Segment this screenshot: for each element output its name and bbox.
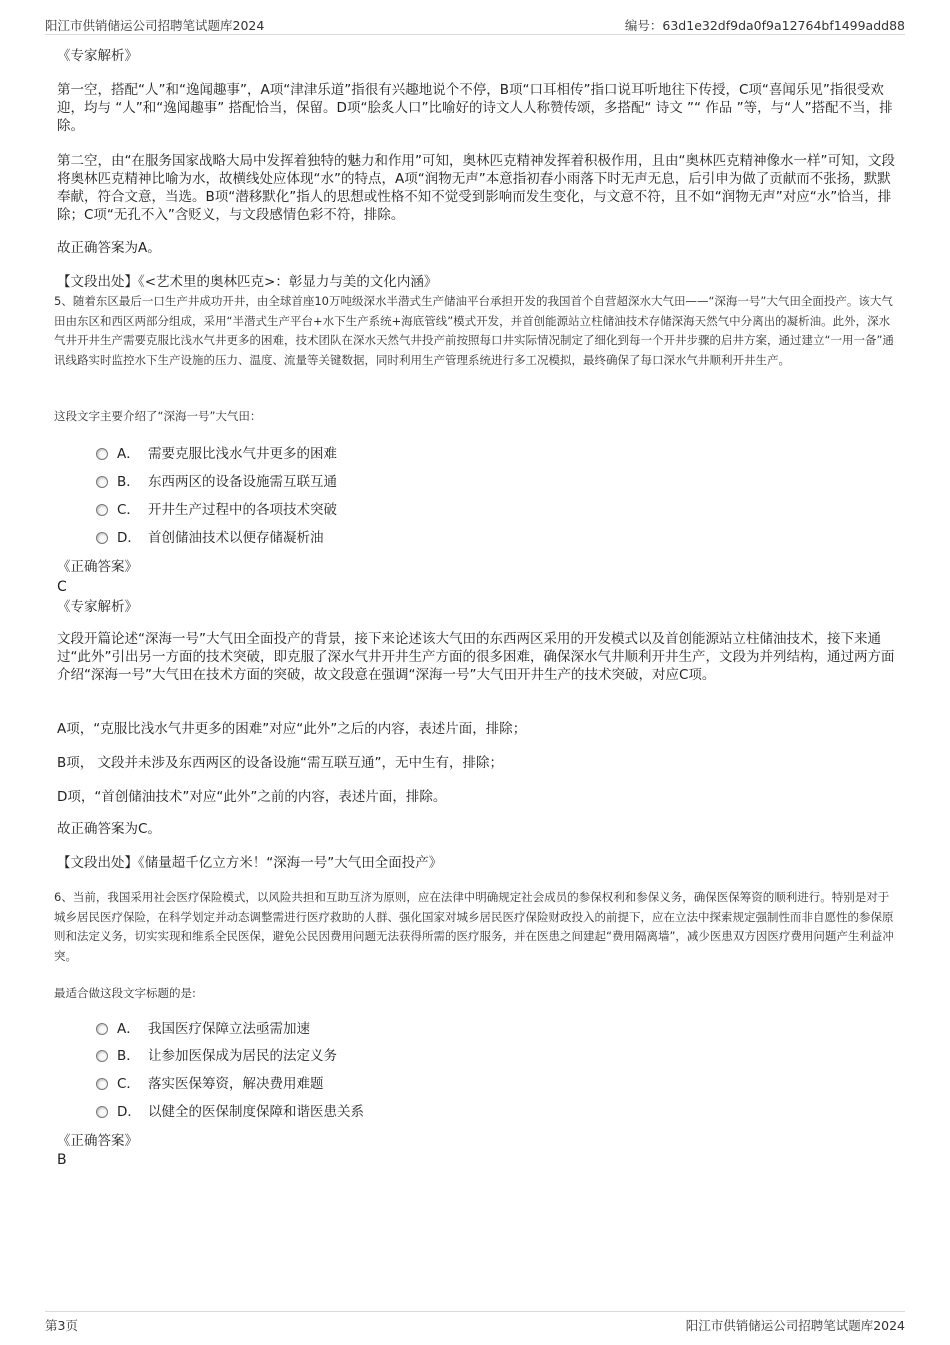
radio-icon[interactable] (96, 1050, 108, 1062)
analysis-conclusion: 故正确答案为C。 (57, 821, 161, 837)
option-d[interactable]: D． 首创储油技术以便存储凝析油 (96, 529, 324, 549)
question-5-stem: 这段文字主要介绍了“深海一号”大气田： (54, 409, 262, 423)
header-title: 阳江市供销储运公司招聘笔试题库2024 (45, 18, 265, 33)
page-header (45, 14, 905, 35)
page-footer (45, 1311, 905, 1334)
radio-icon[interactable] (96, 1078, 108, 1090)
passage-source: 【文段出处】《<艺术里的奥林匹克>：彰显力与美的文化内涵》 (57, 274, 438, 290)
correct-answer: B (57, 1152, 67, 1168)
radio-icon[interactable] (96, 1106, 108, 1118)
option-text: 需要克服比浅水气井更多的困难 (148, 446, 337, 462)
option-text: 开井生产过程中的各项技术突破 (148, 502, 337, 518)
analysis-paragraph: B项， 文段并未涉及东西两区的设备设施“需互联互通”，无中生有，排除； (57, 755, 504, 771)
expert-analysis-label: 《专家解析》 (57, 48, 138, 64)
option-b[interactable]: B． 让参加医保成为居民的法定义务 (96, 1047, 337, 1067)
analysis-paragraph: 第一空，搭配“人”和“逸闻趣事”，A项“津津乐道”指很有兴趣地说个不停，B项“口耳相传”指口说耳听地往下传授，C项“喜闻乐见”指很受欢迎，均与 “人”和“逸闻趣事” 搭配恰当，保留。D项“脍炙人口”比喻好的诗文人人称赞传颂，多搭配“ 诗文 ”“ 作品 ”等，与“人”搭配不当，排除。 (57, 82, 893, 134)
question-6-stem: 最适合做这段文字标题的是: (54, 986, 196, 1000)
option-d[interactable]: D． 以健全的医保制度保障和谐医患关系 (96, 1103, 364, 1123)
option-a[interactable]: A． 需要克服比浅水气井更多的困难 (96, 445, 337, 465)
expert-analysis-label: 《专家解析》 (57, 599, 138, 615)
correct-answer-label: 《正确答案》 (57, 1133, 138, 1149)
analysis-paragraph: 文段开篇论述“深海一号”大气田全面投产的背景，接下来论述该大气田的东西两区采用的开发模式以及首创能源站立柱储油技术，接下来通过“此外”引出另一方面的技术突破，即克服了深水气井开井生产方面的很多困难，确保深水气井顺利开井生产，文段为并列结构，通过两方面介绍“深海一号”大气田在技术方面的突破，故文段意在强调“深海一号”大气田开井生产的技术突破，对应C项。 (57, 631, 895, 683)
option-c[interactable]: C． 开井生产过程中的各项技术突破 (96, 501, 337, 521)
question-6-text: 6、当前，我国采用社会医疗保险模式，以风险共担和互助互济为原则，应在法律中明确规定社会成员的参保权利和参保义务，确保医保筹资的顺利进行。特别是对于城乡居民医疗保险，在科学划定并动态调整需进行医疗救助的人群、强化国家对城乡居民医疗保险财政投入的前提下，应在立法中探索规定强制性而非自愿性的参保原则和法定义务，切实实现和维系全民医保，避免公民因费用问题无法获得所需的医疗服务，并在医患之间建起“费用隔离墙”，减少医患双方因医疗费用问题产生利益冲突。 (54, 890, 894, 963)
correct-answer: C (57, 579, 67, 595)
option-text: 以健全的医保制度保障和谐医患关系 (148, 1104, 364, 1120)
option-a[interactable]: A． 我国医疗保障立法亟需加速 (96, 1020, 310, 1040)
analysis-paragraph: A项，“克服比浅水气井更多的困难”对应“此外”之后的内容，表述片面，排除； (57, 721, 527, 737)
analysis-paragraph: 第二空，由“在服务国家战略大局中发挥着独特的魅力和作用”可知，奥林匹克精神发挥着积极作用，且由“奥林匹克精神像水一样”可知，文段将奥林匹克精神比喻为水，故横线处应体现“水”的特点，A项“润物无声”本意指初春小雨落下时无声无息，后引申为做了贡献而不张扬，默默奉献，符合文意，当选。B项“潜移默化”指人的思想或性格不知不觉受到影响而发生变化，与文意不符，且不如“润物无声”对应“水”恰当，排除；C项“无孔不入”含贬义，与文段感情色彩不符，排除。 (57, 153, 895, 223)
analysis-paragraph: D项，“首创储油技术”对应“此外”之前的内容，表述片面，排除。 (57, 789, 447, 805)
option-text: 东西两区的设备设施需互联互通 (148, 474, 337, 490)
radio-icon[interactable] (96, 504, 108, 516)
option-text: 我国医疗保障立法亟需加速 (148, 1021, 310, 1037)
radio-icon[interactable] (96, 448, 108, 460)
analysis-conclusion: 故正确答案为A。 (57, 240, 161, 256)
option-text: 落实医保筹资，解决费用难题 (148, 1076, 324, 1092)
radio-icon[interactable] (96, 1023, 108, 1035)
question-5-text: 5、随着东区最后一口生产井成功开井，由全球首座10万吨级深水半潜式生产储油平台承担开发的我国首个自营超深水大气田——“深海一号”大气田全面投产。该大气田由东区和西区两部分组成，采用“半潜式生产平台+水下生产系统+海底管线”模式开发，并首创能源站立柱储油技术存储深海天然气中分离出的凝析油。此外，深水气井开井生产需要克服比浅水气井更多的困难，技术团队在深水天然气井投产前按照每口井实际情况制定了细化到每一个开井步骤的启井方案，通过建立“一用一备”通讯线路实时监控水下生产设施的压力、温度、流量等关键数据，同时利用生产管理系统进行多工况模拟，最终确保了每口深水气井顺利开井生产。 (54, 294, 894, 367)
passage-source: 【文段出处】《储量超千亿立方米！“深海一号”大气田全面投产》 (57, 855, 443, 871)
page-number: 第3页 (45, 1318, 78, 1333)
radio-icon[interactable] (96, 476, 108, 488)
footer-title: 阳江市供销储运公司招聘笔试题库2024 (685, 1318, 905, 1333)
option-text: 首创储油技术以便存储凝析油 (148, 530, 324, 546)
option-c[interactable]: C． 落实医保筹资，解决费用难题 (96, 1075, 324, 1095)
correct-answer-label: 《正确答案》 (57, 559, 138, 575)
header-doc-id: 编号：63d1e32df9da0f9a12764bf1499add88 (624, 18, 905, 33)
radio-icon[interactable] (96, 532, 108, 544)
option-text: 让参加医保成为居民的法定义务 (148, 1048, 337, 1064)
option-b[interactable]: B． 东西两区的设备设施需互联互通 (96, 473, 337, 493)
